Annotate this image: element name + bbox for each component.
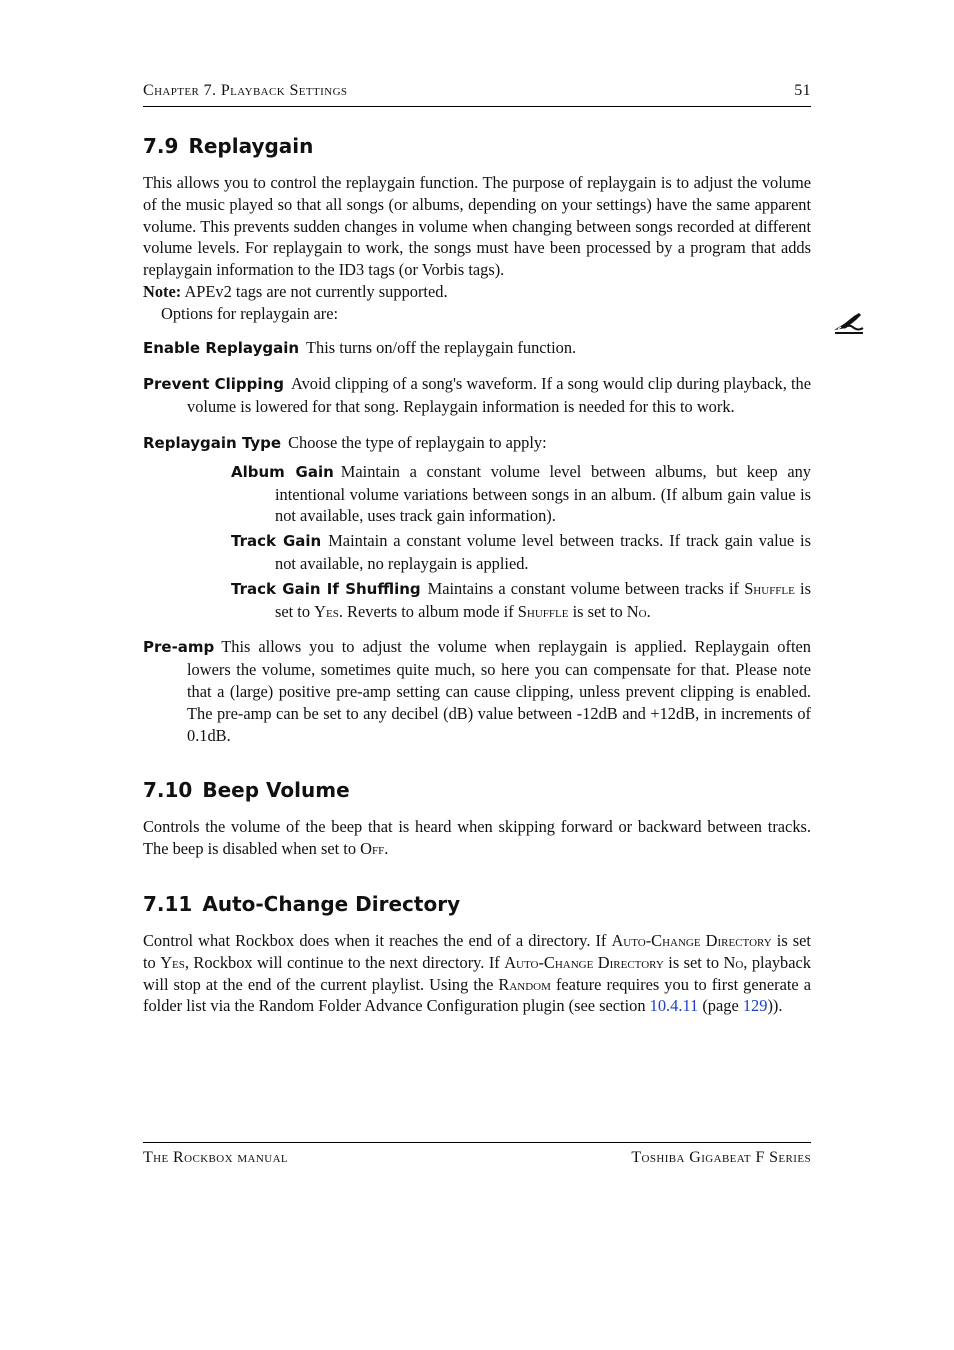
setting-value-yes: Yes: [160, 952, 185, 972]
option-description: Avoid clipping of a song's waveform. If a song would clip during playback, the volume is lowered for that song. Replaygain information is needed for this to work.: [187, 374, 811, 417]
section-number: 7.11: [143, 891, 193, 916]
suboption-term: Track Gain: [231, 532, 322, 551]
option-pre-amp: [143, 636, 811, 746]
running-footer: [143, 1142, 811, 1167]
section-number: 7.10: [143, 778, 193, 803]
setting-name-auto-change-directory: Auto-Change Directory: [611, 930, 772, 950]
running-header: [143, 82, 811, 107]
auto-change-directory-paragraph: [143, 930, 811, 1017]
note-text: APEv2 tags are not currently supported.: [184, 281, 448, 301]
note-paragraph: [143, 281, 811, 303]
setting-name-shuffle: Shuffle: [517, 601, 569, 621]
section-heading-beep-volume: [143, 774, 811, 806]
option-term: Prevent Clipping: [143, 375, 284, 394]
replaygain-intro: This allows you to control the replaygain function. The purpose of replaygain is to adjust the volume of the music played so that all songs (or albums, depending on your settings) have the same apparent volume. This prevents sudden changes in volume when changing between songs recorded at different volume levels. For replaygain to work, the songs must have been processed by a program that adds replaygain information to the ID3 tags (or Vorbis tags).: [143, 173, 811, 280]
suboption-track-gain-if-shuffling: [187, 578, 811, 623]
suboption-description: Maintains a constant volume between tracks if: [427, 578, 740, 598]
options-intro: Options for replaygain are:: [161, 303, 339, 323]
acd-text: )).: [767, 996, 783, 1016]
section-heading-auto-change-directory: [143, 888, 811, 920]
setting-value-no: No: [626, 601, 647, 621]
page-number: 51: [794, 82, 811, 99]
acd-text: is set to: [143, 930, 811, 972]
setting-name-shuffle: Shuffle: [744, 578, 795, 598]
section-title: Auto-Change Directory: [202, 891, 461, 916]
device-series: Toshiba Gigabeat F Series: [631, 1149, 811, 1166]
option-description: This turns on/off the replaygain function.: [306, 337, 577, 357]
beep-volume-text-end: .: [384, 839, 389, 859]
option-description: This allows you to adjust the volume when replaygain is applied. Replaygain often lowers the volume, sometimes quite much, so here you can compensate for that. Please note that a (large) positive pre-amp setting can cause clipping, unless prevent clipping is enabled. The pre-amp can be set to any decibel (dB) value between -12dB and +12dB, in increments of 0.1dB.: [187, 637, 811, 745]
section-title: Replaygain: [188, 134, 314, 158]
suboption-description: Maintain a constant volume level between albums, but keep any intentional volume variations between songs in an album. (If album gain value is not available, uses track gain information).: [275, 461, 811, 526]
writing-hand-icon: [832, 310, 866, 336]
section-reference-link[interactable]: 10.4.11: [649, 996, 699, 1016]
acd-text: Control what Rockbox does when it reaches the end of a directory. If: [143, 930, 607, 950]
acd-text: , playback will stop at the end of the current playlist. Using the: [143, 952, 811, 994]
acd-text: is set to: [668, 952, 720, 972]
acd-text: , Rockbox will continue to the next directory. If: [184, 952, 500, 972]
option-enable-replaygain: [143, 337, 811, 360]
acd-text: feature requires you to first generate a folder list via the Random Folder Advance Configuration plugin (see section: [143, 974, 811, 1016]
option-replaygain-type: [143, 432, 811, 622]
chapter-title: Chapter 7. Playback Settings: [143, 82, 348, 99]
setting-value-yes: Yes: [314, 601, 339, 621]
beep-volume-text: Controls the volume of the beep that is heard when skipping forward or backward between tracks. The beep is disabled when set to: [143, 817, 811, 859]
acd-text: (page: [702, 996, 739, 1016]
setting-value-off: Off: [360, 839, 385, 859]
option-term: Enable Replaygain: [143, 338, 300, 357]
option-prevent-clipping: [143, 373, 811, 418]
suboption-description-cont: is set to: [275, 578, 811, 621]
setting-name-random: Random: [498, 974, 551, 994]
replaygain-type-sublist: [187, 461, 811, 623]
suboption-description: Maintain a constant volume level between tracks. If track gain value is not available, no replaygain is applied.: [275, 531, 811, 573]
section-number: 7.9: [143, 134, 179, 158]
option-term: Replaygain Type: [143, 433, 282, 452]
manual-title: The Rockbox manual: [143, 1149, 289, 1166]
option-term: Pre-amp: [143, 638, 215, 657]
note-label: Note:: [143, 281, 182, 301]
suboption-album-gain: [187, 461, 811, 527]
suboption-description-cont: is set to: [572, 601, 623, 621]
replaygain-options-list: [143, 337, 811, 747]
suboption-term: Album Gain: [231, 462, 334, 481]
setting-value-no: No: [723, 952, 744, 972]
suboption-description-cont: .: [646, 601, 651, 621]
suboption-description-cont: . Reverts to album mode if: [338, 601, 514, 621]
section-heading-replaygain: [143, 130, 811, 162]
setting-name-auto-change-directory: Auto-Change Directory: [504, 952, 664, 972]
option-description: Choose the type of replaygain to apply:: [288, 432, 547, 452]
beep-volume-paragraph: [143, 816, 811, 860]
page-reference-link[interactable]: 129: [742, 996, 768, 1016]
suboption-term: Track Gain If Shuffling: [231, 579, 421, 598]
section-title: Beep Volume: [202, 778, 350, 803]
suboption-track-gain: [187, 530, 811, 575]
